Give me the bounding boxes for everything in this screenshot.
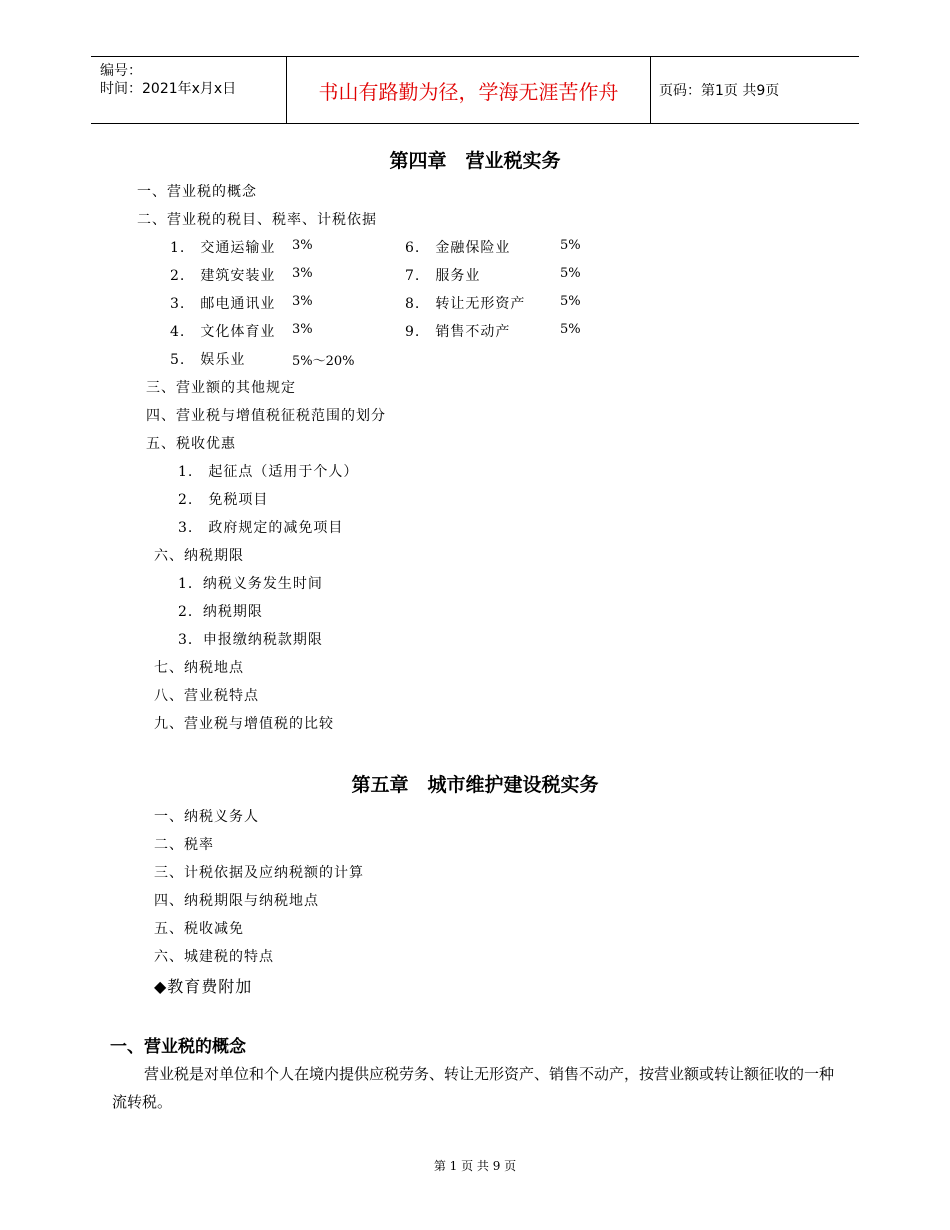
preference-item: 2. 免税项目 (178, 492, 269, 508)
tax-item-rate: 3% (292, 322, 313, 337)
outline-item: 四、营业税与增值税征税范围的划分 (146, 408, 386, 424)
tax-item-name: 6. 金融保险业 (405, 240, 511, 256)
section-paragraph: 营业税是对单位和个人在境内提供应税劳务、转让无形资产、销售不动产，按营业额或转让额征收的一种流转税。 (112, 1065, 835, 1111)
page-footer: 第 1 页 共 9 页 (433, 1159, 517, 1173)
outline-item: 一、纳税义务人 (154, 809, 259, 825)
outline-item: 四、纳税期限与纳税地点 (154, 893, 319, 909)
tax-item-rate: 5% (560, 266, 581, 281)
section-heading: 一、营业税的概念 (110, 1037, 246, 1057)
preference-item: 3. 政府规定的减免项目 (178, 520, 344, 536)
education-surcharge-item: ◆教育费附加 (154, 977, 253, 996)
preference-item: 1. 起征点（适用于个人） (178, 464, 359, 480)
period-item: 3．申报缴纳税款期限 (178, 632, 323, 648)
chapter4-title: 第四章 营业税实务 (389, 150, 561, 172)
number-label: 编号： (100, 63, 142, 79)
tax-item-name: 1. 交通运输业 (170, 240, 276, 256)
outline-item: 一、营业税的概念 (137, 184, 257, 200)
page-header (91, 56, 859, 124)
period-item: 2．纳税期限 (178, 604, 263, 620)
outline-item: 三、计税依据及应纳税额的计算 (154, 865, 364, 881)
outline-item: 二、税率 (154, 837, 214, 853)
motto: 书山有路勤为径，学海无涯苦作舟 (286, 57, 651, 123)
outline-item: 五、税收优惠 (146, 436, 236, 452)
outline-item: 六、纳税期限 (154, 548, 244, 564)
tax-item-rate: 3% (292, 294, 313, 309)
tax-item-name: 3. 邮电通讯业 (170, 296, 276, 312)
tax-item-rate: 5% (560, 294, 581, 309)
tax-item-rate: 3% (292, 238, 313, 253)
outline-item: 五、税收减免 (154, 921, 244, 937)
tax-item-name: 9. 销售不动产 (405, 324, 511, 340)
page-label: 页码：第1页 共9页 (659, 83, 780, 99)
tax-item-name: 5. 娱乐业 (170, 352, 246, 368)
tax-item-rate: 3% (292, 266, 313, 281)
tax-item-rate: 5%～20% (292, 354, 355, 369)
tax-item-name: 2. 建筑安装业 (170, 268, 276, 284)
chapter5-title: 第五章 城市维护建设税实务 (351, 774, 599, 796)
header-meta (91, 57, 286, 123)
tax-item-rate: 5% (560, 238, 581, 253)
outline-item: 六、城建税的特点 (154, 949, 274, 965)
outline-item: 二、营业税的税目、税率、计税依据 (137, 212, 377, 228)
outline-item: 九、营业税与增值税的比较 (154, 716, 334, 732)
outline-item: 七、纳税地点 (154, 660, 244, 676)
tax-item-name: 4. 文化体育业 (170, 324, 276, 340)
time-label: 时间：2021年x月x日 (100, 81, 237, 97)
tax-item-rate: 5% (560, 322, 581, 337)
period-item: 1．纳税义务发生时间 (178, 576, 323, 592)
outline-item: 八、营业税特点 (154, 688, 259, 704)
tax-item-name: 8. 转让无形资产 (405, 296, 526, 312)
tax-item-name: 7. 服务业 (405, 268, 481, 284)
outline-item: 三、营业额的其他规定 (146, 380, 296, 396)
